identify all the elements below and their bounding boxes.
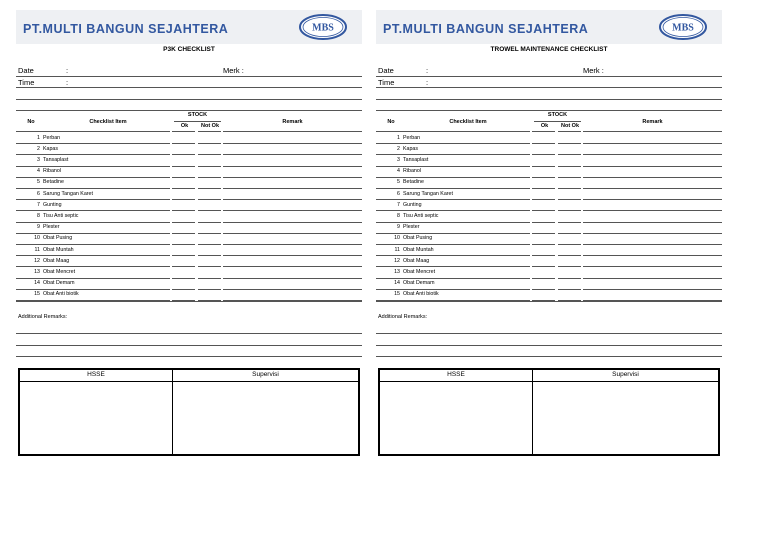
table-row: [376, 166, 722, 177]
row-item-name: Kapas: [43, 145, 59, 152]
stock-not-ok-cell[interactable]: [558, 143, 582, 154]
col-ok: Ok: [180, 123, 189, 129]
row-item-name: Gunting: [403, 201, 422, 208]
remark-cell[interactable]: [223, 154, 362, 165]
supervisi-signature-area[interactable]: [173, 382, 358, 454]
stock-ok-cell[interactable]: [532, 154, 556, 165]
stock-not-ok-cell[interactable]: [558, 266, 582, 277]
date-colon: :: [426, 66, 429, 75]
remark-cell[interactable]: [223, 166, 362, 177]
table-row: [16, 278, 362, 289]
remark-cell[interactable]: [583, 233, 722, 244]
stock-not-ok-cell[interactable]: [198, 143, 222, 154]
row-number: 3: [397, 156, 400, 163]
row-item-name: Obat Anti biotik: [403, 291, 439, 298]
checklist-form-trowel: [376, 10, 722, 460]
remark-cell[interactable]: [223, 210, 362, 221]
col-not-ok: Not Ok: [200, 123, 220, 129]
col-stock: STOCK: [547, 112, 568, 118]
table-row: [16, 266, 362, 277]
stock-not-ok-cell[interactable]: [198, 199, 222, 210]
col-stock: STOCK: [187, 112, 208, 118]
col-ok: Ok: [540, 123, 549, 129]
table-row: [16, 199, 362, 210]
date-label: Date: [18, 66, 34, 75]
stock-ok-cell[interactable]: [532, 233, 556, 244]
row-number: 4: [37, 168, 40, 175]
table-row: [16, 154, 362, 165]
table-row: [376, 244, 722, 255]
row-item-name: Ribanol: [43, 168, 61, 175]
table-row: [376, 143, 722, 154]
table-row: [16, 177, 362, 188]
row-number: 10: [394, 235, 400, 242]
row-item-name: Tansaplast: [403, 156, 429, 163]
remark-cell[interactable]: [583, 266, 722, 277]
row-number: 3: [37, 156, 40, 163]
row-number: 8: [397, 212, 400, 219]
stock-ok-cell[interactable]: [532, 177, 556, 188]
table-row: [376, 278, 722, 289]
row-item-name: Obat Muntah: [403, 246, 434, 253]
stock-not-ok-cell[interactable]: [558, 177, 582, 188]
stock-not-ok-cell[interactable]: [198, 278, 222, 289]
hsse-label: HSSE: [447, 371, 465, 378]
hsse-label: HSSE: [87, 371, 105, 378]
stock-not-ok-cell[interactable]: [198, 289, 222, 300]
stock-not-ok-cell[interactable]: [198, 266, 222, 277]
stock-ok-cell[interactable]: [532, 255, 556, 266]
stock-not-ok-cell[interactable]: [558, 289, 582, 300]
row-item-name: Obat Demam: [43, 280, 75, 287]
mbs-logo: [298, 13, 348, 41]
row-item-name: Ribanol: [403, 168, 421, 175]
col-no: No: [27, 119, 35, 125]
stock-not-ok-cell[interactable]: [198, 188, 222, 199]
time-label: Time: [18, 78, 35, 87]
stock-ok-cell[interactable]: [172, 222, 196, 233]
form-title: P3K CHECKLIST: [163, 46, 215, 53]
remark-cell[interactable]: [223, 244, 362, 255]
stock-underline: [174, 121, 221, 122]
supervisi-label: Supervisi: [252, 371, 279, 378]
remark-cell[interactable]: [223, 143, 362, 154]
stock-not-ok-cell[interactable]: [558, 188, 582, 199]
table-row: [16, 244, 362, 255]
row-number: 1: [37, 134, 40, 141]
mbs-logo: [658, 13, 708, 41]
stock-not-ok-cell[interactable]: [558, 233, 582, 244]
row-item-name: Obat Demam: [403, 280, 435, 287]
company-header: [16, 10, 362, 44]
row-item-name: Perban: [43, 134, 61, 141]
col-remark: Remark: [642, 119, 663, 125]
time-line: [16, 87, 362, 88]
table-row: [376, 188, 722, 199]
supervisi-label: Supervisi: [612, 371, 639, 378]
row-number: 6: [37, 190, 40, 197]
row-number: 5: [37, 179, 40, 186]
stock-ok-cell[interactable]: [532, 166, 556, 177]
company-name: PT.MULTI BANGUN SEJAHTERA: [23, 22, 229, 36]
row-number: 7: [397, 201, 400, 208]
row-item-name: Kapas: [403, 145, 419, 152]
row-number: 7: [37, 201, 40, 208]
remark-cell[interactable]: [583, 289, 722, 300]
hsse-signature-area[interactable]: [20, 382, 172, 454]
table-row: [16, 166, 362, 177]
remarks-line[interactable]: [376, 345, 722, 346]
stock-ok-cell[interactable]: [532, 188, 556, 199]
row-number: 15: [34, 291, 40, 298]
stock-ok-cell[interactable]: [532, 210, 556, 221]
company-name: PT.MULTI BANGUN SEJAHTERA: [383, 22, 589, 36]
stock-ok-cell[interactable]: [172, 266, 196, 277]
remark-cell[interactable]: [223, 199, 362, 210]
remarks-line[interactable]: [376, 333, 722, 334]
stock-not-ok-cell[interactable]: [558, 278, 582, 289]
date-colon: :: [66, 66, 69, 75]
row-item-name: Tisu Anti septic: [43, 212, 79, 219]
row-number: 10: [34, 235, 40, 242]
table-row: [16, 132, 362, 143]
signature-box: [18, 368, 360, 456]
remark-cell[interactable]: [223, 289, 362, 300]
row-item-name: Plester: [403, 224, 420, 231]
remarks-line[interactable]: [16, 356, 362, 357]
col-checklist-item: Checklist Item: [89, 119, 127, 125]
row-number: 5: [397, 179, 400, 186]
remark-cell[interactable]: [223, 132, 362, 143]
stock-ok-cell[interactable]: [172, 244, 196, 255]
remark-cell[interactable]: [223, 188, 362, 199]
stock-not-ok-cell[interactable]: [558, 166, 582, 177]
stock-not-ok-cell[interactable]: [558, 154, 582, 165]
stock-not-ok-cell[interactable]: [558, 132, 582, 143]
row-number: 13: [34, 268, 40, 275]
row-number: 11: [34, 246, 40, 253]
stock-ok-cell[interactable]: [172, 154, 196, 165]
time-colon: :: [66, 78, 69, 87]
table-row: [16, 143, 362, 154]
remark-cell[interactable]: [223, 266, 362, 277]
merk-label: Merk :: [583, 66, 604, 75]
table-row: [16, 222, 362, 233]
remark-cell[interactable]: [583, 177, 722, 188]
table-row: [376, 177, 722, 188]
stock-not-ok-cell[interactable]: [558, 199, 582, 210]
stock-ok-cell[interactable]: [532, 132, 556, 143]
stock-ok-cell[interactable]: [532, 199, 556, 210]
stock-ok-cell[interactable]: [172, 143, 196, 154]
logo-text: MBS: [672, 22, 694, 34]
remark-cell[interactable]: [583, 255, 722, 266]
stock-ok-cell[interactable]: [172, 210, 196, 221]
table-row: [376, 210, 722, 221]
table-row: [376, 266, 722, 277]
merk-label: Merk :: [223, 66, 244, 75]
time-line: [376, 87, 722, 88]
row-number: 15: [394, 291, 400, 298]
row-item-name: Sarung Tangan Karet: [43, 190, 93, 197]
row-number: 12: [394, 257, 400, 264]
stock-ok-cell[interactable]: [172, 166, 196, 177]
stock-ok-cell[interactable]: [172, 177, 196, 188]
stock-ok-cell[interactable]: [172, 278, 196, 289]
row-item-name: Gunting: [43, 201, 62, 208]
remarks-line[interactable]: [16, 333, 362, 334]
row-item-name: Obat Pusing: [403, 235, 433, 242]
stock-ok-cell[interactable]: [172, 188, 196, 199]
stock-ok-cell[interactable]: [532, 244, 556, 255]
row-number: 4: [397, 168, 400, 175]
row-item-name: Obat Anti biotik: [43, 291, 79, 298]
table-row: [376, 199, 722, 210]
row-item-name: Betadine: [43, 179, 64, 186]
blank-line: [376, 99, 722, 100]
form-title: TROWEL MAINTENANCE CHECKLIST: [490, 46, 608, 53]
row-number: 11: [394, 246, 400, 253]
remark-cell[interactable]: [583, 210, 722, 221]
remark-cell[interactable]: [583, 278, 722, 289]
row-number: 9: [37, 224, 40, 231]
row-number: 8: [37, 212, 40, 219]
stock-ok-cell[interactable]: [172, 255, 196, 266]
table-bottom-line: [376, 301, 722, 302]
row-item-name: Perban: [403, 134, 421, 141]
table-top-line: [16, 110, 362, 111]
table-row: [376, 132, 722, 143]
remark-cell[interactable]: [223, 177, 362, 188]
row-item-name: Plester: [43, 224, 60, 231]
table-row: [16, 289, 362, 300]
row-item-name: Obat Maag: [43, 257, 70, 264]
stock-not-ok-cell[interactable]: [198, 255, 222, 266]
stock-not-ok-cell[interactable]: [198, 166, 222, 177]
table-row: [376, 222, 722, 233]
remark-cell[interactable]: [583, 143, 722, 154]
col-not-ok: Not Ok: [560, 123, 580, 129]
date-line: [16, 76, 362, 77]
row-item-name: Betadine: [403, 179, 424, 186]
stock-not-ok-cell[interactable]: [198, 177, 222, 188]
row-item-name: Obat Maag: [403, 257, 430, 264]
stock-not-ok-cell[interactable]: [198, 222, 222, 233]
table-row: [376, 154, 722, 165]
row-number: 2: [397, 145, 400, 152]
blank-line: [16, 99, 362, 100]
company-header: [376, 10, 722, 44]
row-number: 9: [397, 224, 400, 231]
row-number: 13: [394, 268, 400, 275]
stock-not-ok-cell[interactable]: [198, 154, 222, 165]
remark-cell[interactable]: [223, 233, 362, 244]
stock-ok-cell[interactable]: [532, 289, 556, 300]
table-row: [376, 255, 722, 266]
table-top-line: [376, 110, 722, 111]
remark-cell[interactable]: [583, 132, 722, 143]
row-number: 1: [397, 134, 400, 141]
stock-not-ok-cell[interactable]: [198, 244, 222, 255]
additional-remarks-label: Additional Remarks:: [18, 314, 68, 320]
remark-cell[interactable]: [583, 222, 722, 233]
remark-cell[interactable]: [583, 199, 722, 210]
row-number: 14: [34, 280, 40, 287]
remark-cell[interactable]: [223, 222, 362, 233]
stock-underline: [534, 121, 581, 122]
date-line: [376, 76, 722, 77]
additional-remarks-label: Additional Remarks:: [378, 314, 428, 320]
stock-ok-cell[interactable]: [172, 199, 196, 210]
logo-text: MBS: [312, 22, 334, 34]
row-number: 2: [37, 145, 40, 152]
stock-not-ok-cell[interactable]: [198, 210, 222, 221]
col-no: No: [387, 119, 395, 125]
date-label: Date: [378, 66, 394, 75]
stock-not-ok-cell[interactable]: [198, 132, 222, 143]
remark-cell[interactable]: [583, 244, 722, 255]
time-colon: :: [426, 78, 429, 87]
stock-not-ok-cell[interactable]: [558, 244, 582, 255]
remark-cell[interactable]: [223, 255, 362, 266]
stock-ok-cell[interactable]: [172, 233, 196, 244]
time-label: Time: [378, 78, 395, 87]
stock-ok-cell[interactable]: [532, 222, 556, 233]
col-checklist-item: Checklist Item: [449, 119, 487, 125]
remark-cell[interactable]: [583, 188, 722, 199]
remark-cell[interactable]: [583, 166, 722, 177]
stock-ok-cell[interactable]: [172, 132, 196, 143]
row-item-name: Obat Mencret: [403, 268, 436, 275]
stock-ok-cell[interactable]: [532, 278, 556, 289]
remarks-line[interactable]: [376, 356, 722, 357]
remark-cell[interactable]: [583, 154, 722, 165]
stock-not-ok-cell[interactable]: [558, 255, 582, 266]
row-item-name: Tisu Anti septic: [403, 212, 439, 219]
stock-not-ok-cell[interactable]: [558, 210, 582, 221]
table-row: [376, 233, 722, 244]
row-number: 14: [394, 280, 400, 287]
hsse-signature-area[interactable]: [380, 382, 532, 454]
table-bottom-line: [16, 301, 362, 302]
stock-ok-cell[interactable]: [172, 289, 196, 300]
remark-cell[interactable]: [223, 278, 362, 289]
checklist-form-p3k: [16, 10, 362, 460]
row-item-name: Obat Pusing: [43, 235, 73, 242]
signature-box: [378, 368, 720, 456]
row-number: 6: [397, 190, 400, 197]
table-row: [16, 233, 362, 244]
supervisi-signature-area[interactable]: [533, 382, 718, 454]
remarks-line[interactable]: [16, 345, 362, 346]
stock-ok-cell[interactable]: [532, 143, 556, 154]
stock-not-ok-cell[interactable]: [198, 233, 222, 244]
row-number: 12: [34, 257, 40, 264]
stock-not-ok-cell[interactable]: [558, 222, 582, 233]
row-item-name: Sarung Tangan Karet: [403, 190, 453, 197]
stock-ok-cell[interactable]: [532, 266, 556, 277]
row-item-name: Obat Muntah: [43, 246, 74, 253]
table-row: [16, 188, 362, 199]
row-item-name: Obat Mencret: [43, 268, 76, 275]
row-item-name: Tansaplast: [43, 156, 69, 163]
table-row: [16, 210, 362, 221]
table-row: [16, 255, 362, 266]
table-row: [376, 289, 722, 300]
col-remark: Remark: [282, 119, 303, 125]
